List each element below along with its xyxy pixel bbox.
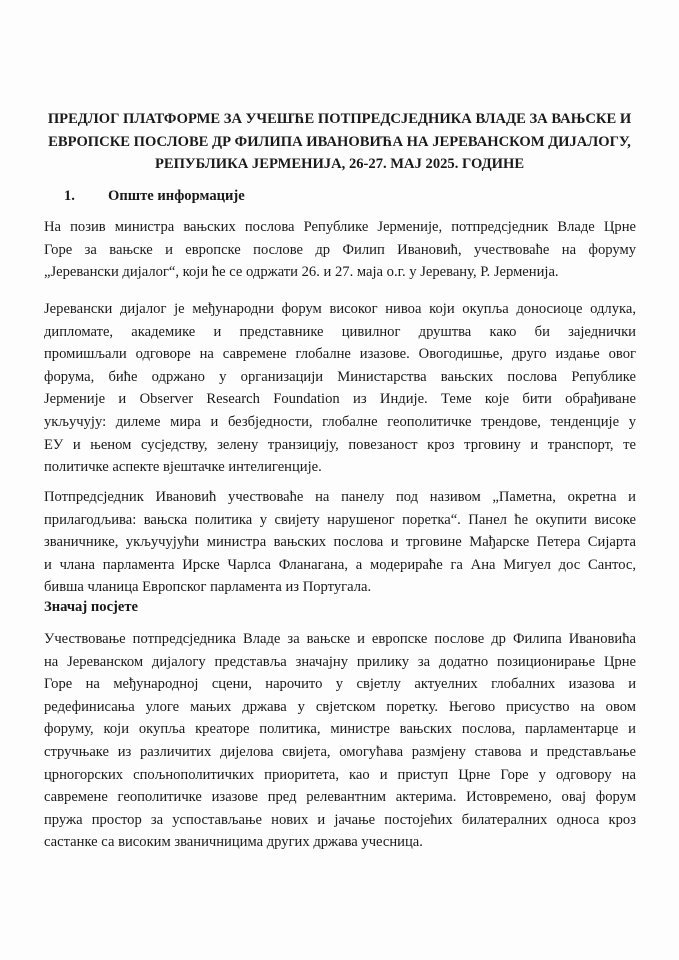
paragraph-line: прилагодљива: вањска политика у свијету нарушеног поретка“. Панел ће окупити високе — [44, 511, 636, 528]
paragraph-forum-description — [44, 298, 636, 479]
paragraph-line: укључују: дилеме мира и безбједности, глобалне геополитичке трендове, тенденције у — [44, 413, 636, 430]
paragraph-line: на Јереванском дијалогу представља значајну прилику за додатно позиционирање Црне — [44, 653, 636, 670]
paragraph-line: Горе за вањске и европске послове др Филип Ивановић, учествоваће на форуму — [44, 241, 636, 258]
paragraph-line: црногорских спољнополитичких приоритета, као и приступ Црне Горе у одговору на — [44, 766, 636, 783]
paragraph-line: ЕУ и њеном сусједству, зелену транзицију, повезаност кроз трговину и транспорт, те — [44, 436, 636, 453]
section-heading-general-info — [64, 186, 245, 206]
section-number: 1. — [64, 188, 75, 204]
paragraph-line: На позив министра вањских послова Републике Јерменије, потпредсједник Владе Црне — [44, 219, 636, 235]
title-line: ЕВРОПСКЕ ПОСЛОВЕ ДР ФИЛИПА ИВАНОВИЋА НА ЈЕРЕВАНСКОМ ДИЈАЛОГУ, — [48, 133, 631, 150]
section-heading-text: Значај посјете — [44, 599, 139, 615]
paragraph-line: званичнике, укључујући министра вањских послова и трговине Мађарске Петера Сијарта — [44, 534, 636, 551]
paragraph-line: Горе на међународној сцени, нарочито у свјетлу актуелних глобалних изазова и — [44, 676, 636, 693]
paragraph-line: састанке са високим званичницима других држава учесница. — [44, 834, 423, 851]
paragraph-line: редефинисања улоге мањих држава у свјетском поретку. Његово присуство на овом — [44, 698, 636, 715]
paragraph-line: Јеревански дијалог је међународни форум високог нивоа који окупља доносиоце одлука, — [44, 301, 636, 317]
paragraph-line: дипломате, академике и представнике цивилног друштва како би заједнички — [44, 323, 636, 340]
document-title — [40, 108, 639, 176]
paragraph-line: „Јеревански дијалог“, који ће се одржати 26. и 27. маја о.г. у Јеревану, Р. Јерменија. — [44, 264, 559, 281]
section-heading-text: Опште информације — [108, 188, 245, 204]
paragraph-line: пружа простор за успостављање нових и јачање постојећих билатералних односа кроз — [44, 811, 636, 828]
paragraph-line: политичке аспекте вјештачке интелигенције. — [44, 459, 322, 476]
title-line: РЕПУБЛИКА ЈЕРМЕНИЈА, 26-27. МАЈ 2025. ГОДИНЕ — [154, 156, 525, 172]
paragraph-line: форума, биће одржано у организацији Министарства вањских послова Републике — [44, 368, 636, 385]
paragraph-significance — [44, 628, 636, 854]
title-line: ПРЕДЛОГ ПЛАТФОРМЕ ЗА УЧЕШЋЕ ПОТПРЕДСЈЕДНИКА ВЛАДЕ ЗА ВАЊСКЕ И — [47, 111, 632, 127]
paragraph-line: Учествовање потпредсједника Владе за вањске и европске послове др Филипа Ивановића — [44, 631, 636, 647]
section-heading-visit-significance — [44, 597, 138, 617]
paragraph-line: Јерменије и Observer Research Foundation из Индије. Теме које бити обрађиване — [44, 391, 636, 408]
paragraph-line: стручњаке из различитих дијелова свијета, омогућава размјену ставова и представљање — [44, 743, 636, 760]
paragraph-invitation — [44, 216, 636, 284]
paragraph-line: савремене геополитичке изазове пред релевантним актерима. Истовремено, овај форум — [44, 789, 636, 806]
paragraph-line: форуму, који окупља креаторе политика, министре вањских послова, парламентарце и — [44, 721, 636, 738]
paragraph-line: бивша чланица Европског парламента из Португала. — [44, 579, 372, 596]
paragraph-line: Потпредсједник Ивановић учествоваће на панелу под називом „Паметна, окретна и — [44, 489, 636, 505]
paragraph-line: промишљали одговоре на савремене глобалне изазове. Овогодишње, друго издање овог — [44, 346, 636, 363]
paragraph-line: и члана парламента Ирске Чарлса Фланагана, а модерираће га Ана Мигуел дос Сантос, — [44, 556, 636, 573]
paragraph-panel — [44, 486, 636, 599]
